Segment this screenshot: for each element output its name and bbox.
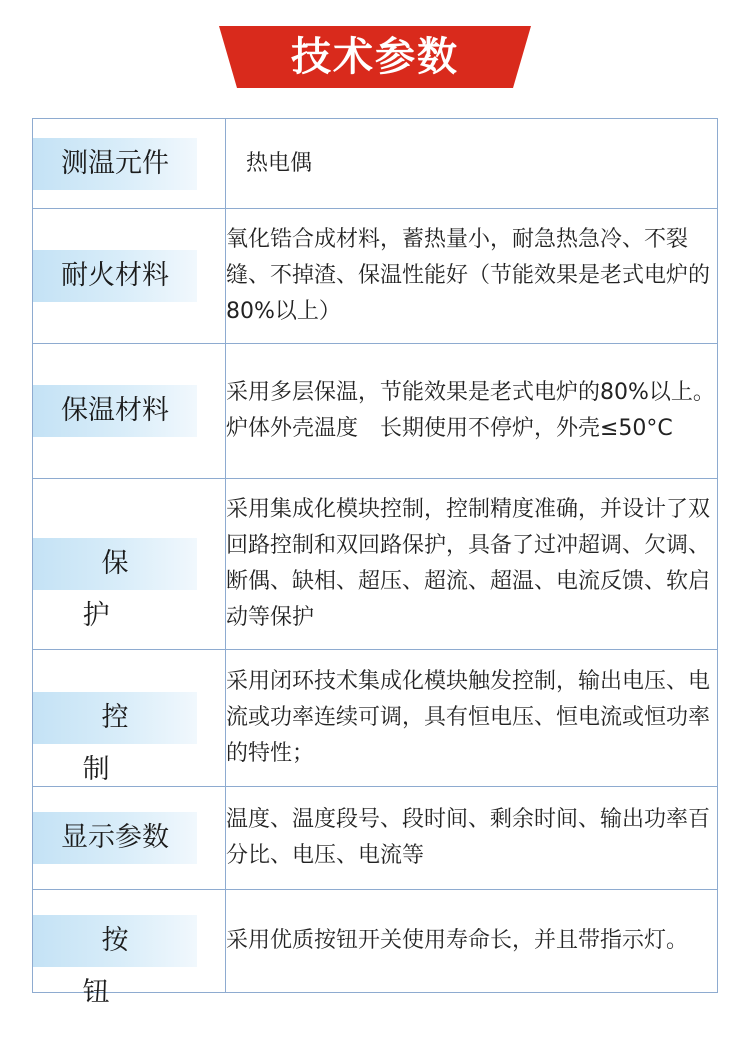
table-row (33, 787, 718, 890)
row-label: 保护 (33, 538, 197, 590)
label-cell (33, 479, 226, 650)
row-value: 热电偶 (226, 119, 718, 209)
table-row (33, 344, 718, 479)
table-row (33, 119, 718, 209)
row-value: 采用多层保温，节能效果是老式电炉的80%以上。炉体外壳温度 长期使用不停炉，外壳≤50°C (226, 344, 718, 479)
label-cell (33, 119, 226, 209)
row-label: 显示参数 (33, 812, 197, 864)
row-label: 测温元件 (33, 138, 197, 190)
title-banner (219, 26, 531, 88)
table-row (33, 650, 718, 787)
label-cell (33, 344, 226, 479)
label-cell (33, 787, 226, 890)
table-row (33, 890, 718, 993)
row-value: 采用集成化模块控制，控制精度准确，并设计了双回路控制和双回路保护，具备了过冲超调、欠调、断偶、缺相、超压、超流、超温、电流反馈、软启动等保护 (226, 479, 718, 650)
row-label: 耐火材料 (33, 250, 197, 302)
row-label: 按钮 (33, 915, 197, 967)
spec-table (32, 118, 718, 1008)
row-label: 保温材料 (33, 385, 197, 437)
row-value: 氧化锆合成材料，蓄热量小，耐急热急冷、不裂缝、不掉渣、保温性能好（节能效果是老式电炉的80%以上） (226, 209, 718, 344)
label-cell (33, 890, 226, 1008)
row-value: 采用优质按钮开关使用寿命长，并且带指示灯。 (226, 890, 718, 993)
row-value: 采用闭环技术集成化模块触发控制，输出电压、电流或功率连续可调，具有恒电压、恒电流或恒功率的特性； (226, 650, 718, 787)
label-cell (33, 209, 226, 344)
table-row (33, 209, 718, 344)
table-row (33, 479, 718, 650)
row-value: 温度、温度段号、段时间、剩余时间、输出功率百分比、电压、电流等 (226, 787, 718, 890)
page-title: 技术参数 (291, 34, 459, 80)
label-cell (33, 650, 226, 787)
row-label: 控制 (33, 692, 197, 744)
